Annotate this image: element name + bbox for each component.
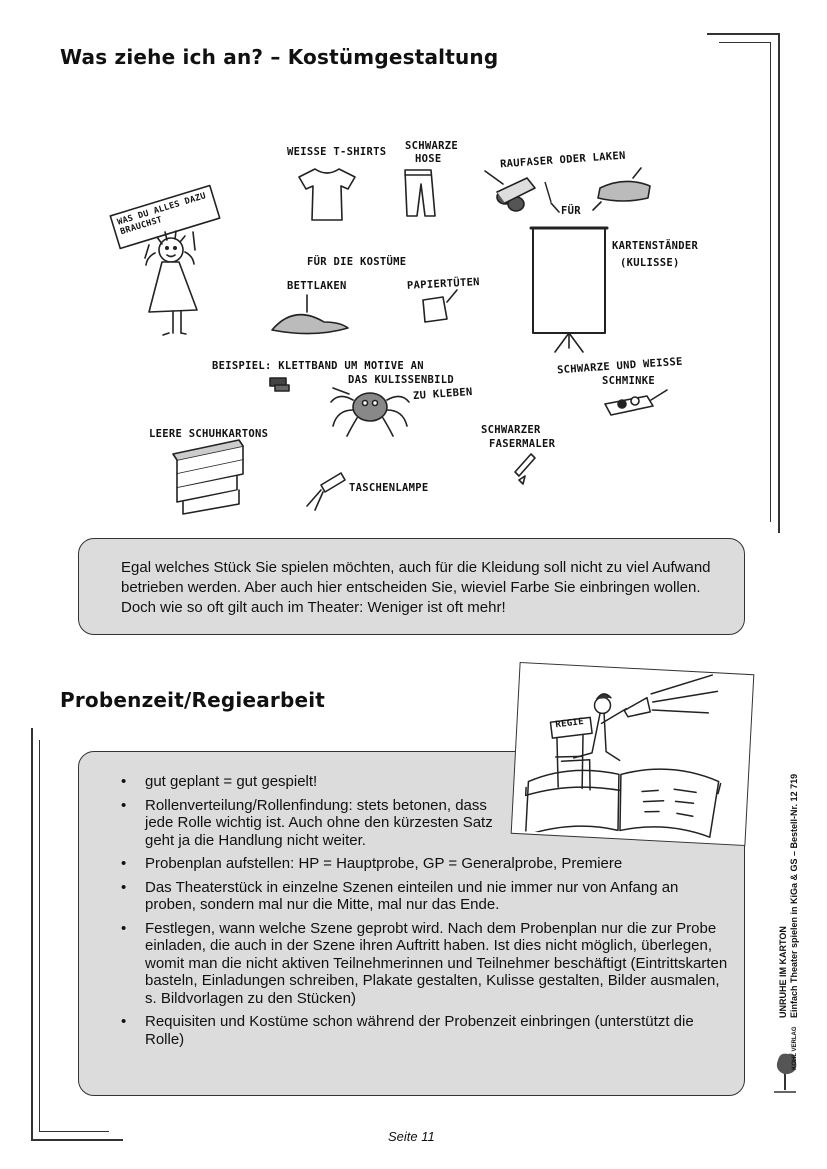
- bullet-text: Probenplan aufstellen: HP = Hauptprobe, GP = Generalprobe, Premiere: [145, 855, 623, 872]
- label-beispiel-3: ZU KLEBEN: [412, 385, 473, 403]
- label-papiertueten: PAPIERTÜTEN: [406, 276, 481, 292]
- bullet-text: Festlegen, wann welche Szene geprobt wird. Nach dem Probenplan nur die zur Probe einladen, die auch in der Szene ihren Auftritt haben. Ist dies nicht möglich, überlegen, womit man die nicht aktiven Teilnehmerinnen und Teilnehmer beschäftigt (Eintrittskarten basteln, Einladungen schreiben, Plakate gestalten, Kulisse gestalten, Bilder ausmalen, s. Bildvorlagen zu den Stücken): [145, 919, 728, 1007]
- publisher-logo: [770, 1026, 800, 1096]
- frame-top-right-h1: [707, 33, 779, 35]
- costume-info-box: [78, 538, 745, 635]
- publisher-name: KOHL VERLAG: [792, 1026, 798, 1070]
- costume-illustration: [105, 130, 725, 522]
- frame-top-right-v2: [770, 42, 771, 522]
- label-sign: WAS DU ALLES DAZU BRAUCHST: [116, 191, 208, 238]
- page-number: Seite 11: [388, 1129, 435, 1144]
- label-beispiel-2: DAS KULISSENBILD: [348, 374, 454, 386]
- label-raufaser: RAUFASER ODER LAKEN: [499, 149, 627, 171]
- bullet-text: gut geplant = gut gespielt!: [145, 773, 318, 790]
- bullet-text: Das Theaterstück in einzelne Szenen einteilen und nie immer nur von Anfang an proben, sondern mal nur die Mitte, mal nur das Ende.: [145, 878, 679, 913]
- bullet-text: Requisiten und Kostüme schon während der Probenzeit einbringen (unterstützt die Rolle): [145, 1013, 694, 1048]
- label-bettlaken: BETTLAKEN: [287, 280, 347, 292]
- frame-bottom-left-v2: [39, 740, 40, 1132]
- bullet-text: Rollenverteilung/Rollenfindung: stets betonen, dass jede Rolle wichtig ist. Auch ohne den kürzesten Satz geht ja die Handlung nicht weiter.: [145, 796, 493, 849]
- frame-bottom-left-h2: [39, 1131, 109, 1132]
- label-taschenlampe: TASCHENLAMPE: [349, 482, 429, 494]
- label-hose-2: HOSE: [415, 153, 442, 165]
- label-kostueme: FÜR DIE KOSTÜME: [307, 256, 407, 268]
- label-hose-1: SCHWARZE: [405, 140, 458, 152]
- label-schuhkartons: LEERE SCHUHKARTONS: [149, 428, 269, 440]
- label-beispiel-1: BEISPIEL: KLETTBAND UM MOTIVE AN: [212, 360, 424, 372]
- section-title-rehearsal: Probenzeit/Regiearbeit: [60, 688, 326, 712]
- chair-label: REGIE: [554, 716, 585, 731]
- costume-info-text: Egal welches Stück Sie spielen möchten, auch für die Kleidung soll nicht zu viel Aufwand betrieben werden. Aber auch hier entscheiden Sie, wieviel Farbe Sie einbringen wollen. Doch wie so oft gilt auch im Theater: Weniger ist oft mehr!: [121, 559, 711, 616]
- rehearsal-illustration: [511, 662, 755, 846]
- costume-drawing: [105, 130, 725, 522]
- label-schminke-2: SCHMINKE: [602, 375, 655, 387]
- frame-top-right-v1: [778, 33, 780, 533]
- bullet-item: [119, 879, 715, 914]
- label-schminke-1: SCHWARZE UND WEISSE: [556, 355, 684, 377]
- bullet-item: [119, 920, 731, 1008]
- frame-top-right-h2: [719, 42, 771, 43]
- frame-bottom-left-v1: [31, 728, 33, 1140]
- sidebar-title: UNRUHE IM KARTON: [778, 926, 788, 1018]
- label-kartenstaender-1: KARTENSTÄNDER: [612, 240, 699, 252]
- label-kartenstaender-2: (KULISSE): [620, 257, 680, 269]
- label-tshirts: WEISSE T-SHIRTS: [287, 146, 387, 158]
- sidebar-subtitle: Einfach Theater spielen in KiGa & GS – Bestell-Nr. 12 719: [789, 773, 799, 1018]
- label-fasermaler-2: FASERMALER: [489, 438, 556, 450]
- label-fuer: FÜR: [561, 205, 581, 217]
- director-drawing: [512, 663, 752, 843]
- bullet-item: [119, 797, 517, 850]
- label-fasermaler-1: SCHWARZER: [481, 424, 541, 436]
- bullet-item: [119, 1013, 705, 1048]
- frame-bottom-left-h1: [31, 1139, 123, 1141]
- bullet-item: [119, 855, 709, 873]
- section-title-costume: Was ziehe ich an? – Kostümgestaltung: [60, 45, 499, 69]
